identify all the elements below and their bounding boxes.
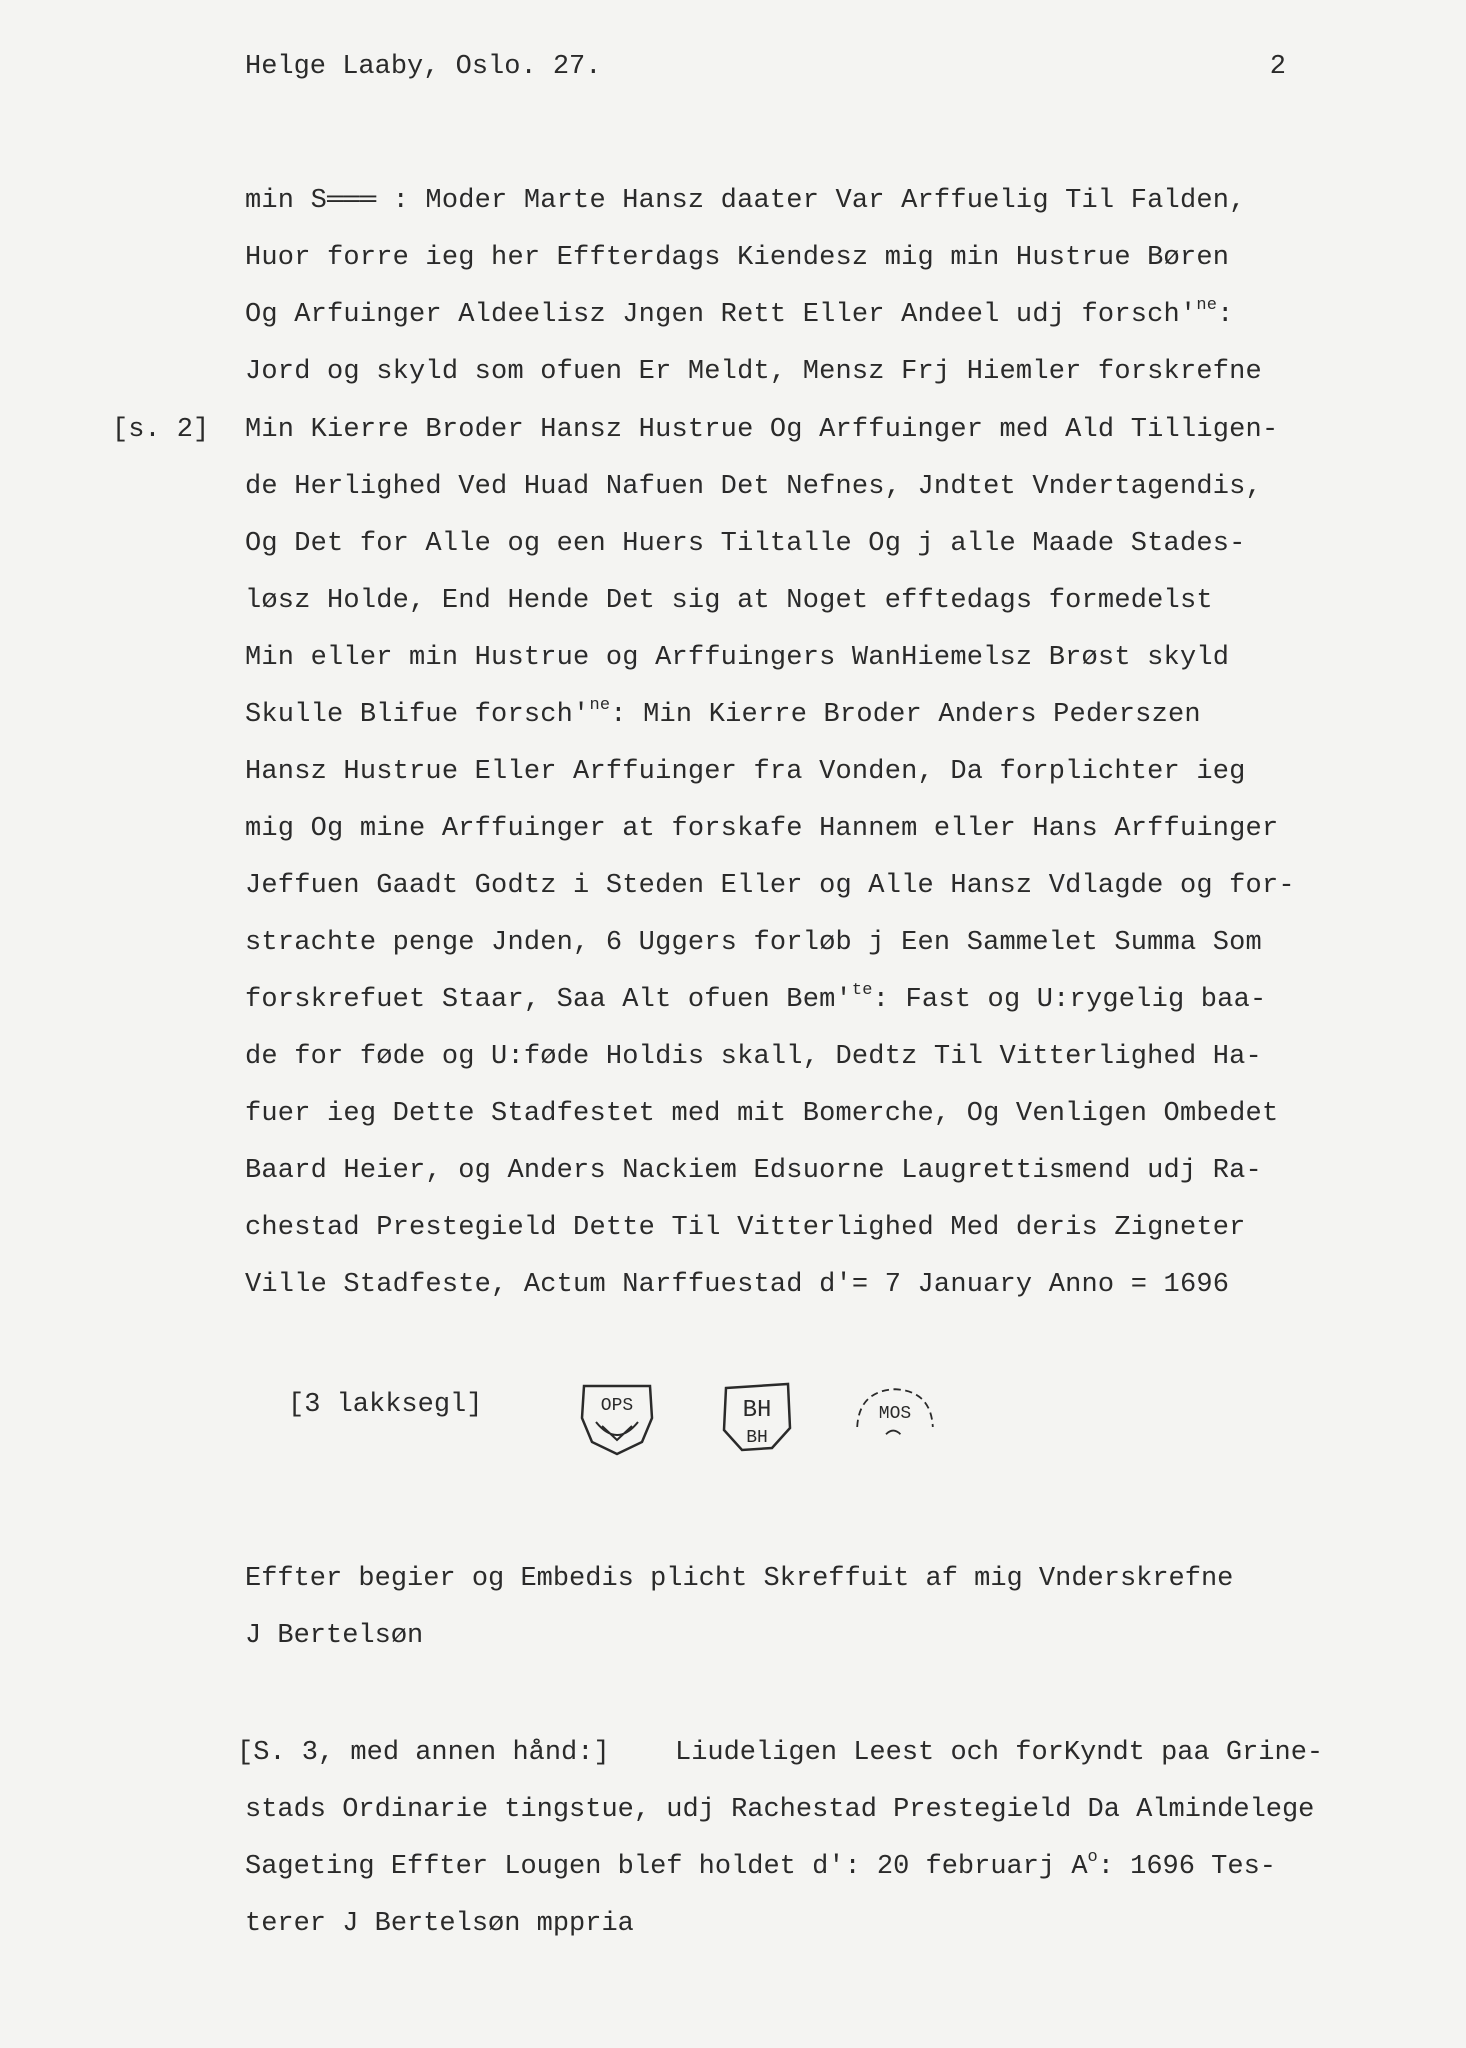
body-line: mig Og mine Arffuinger at forskafe Hannem eller Hans Arffuinger [245,814,1279,844]
body-line: Ville Stadfeste, Actum Narffuestad d'= 7 January Anno = 1696 [245,1270,1230,1300]
page-number: 2 [1269,52,1286,82]
body-line: løsz Holde, End Hende Det sig at Noget efftedags formedelst [245,586,1213,616]
svg-text:BH: BH [742,1397,772,1424]
body-line: de for føde og U:føde Holdis skall, Dedtz Til Vitterlighed Ha- [245,1042,1262,1072]
body-line: chestad Prestegield Dette Til Vitterlighed Med deris Zigneter [245,1213,1246,1243]
annotation-marker: [S. 3, med annen hånd:] [237,1738,610,1768]
body-line: strachte penge Jnden, 6 Uggers forløb j Een Sammelet Summa Som [245,928,1262,958]
seal-icon [850,1378,940,1458]
seal-icon [712,1378,802,1458]
body-line: de Herlighed Ved Huad Nafuen Det Nefnes, Jndtet Vndertagendis, [245,472,1262,502]
body-line: Huor forre ieg her Effterdags Kiendesz mig min Hustrue Børen [245,243,1230,273]
body-line: Min eller min Hustrue og Arffuingers WanHiemelsz Brøst skyld [245,643,1230,673]
signature-line: J Bertelsøn [245,1621,424,1651]
seal-icon [572,1378,662,1458]
annotation-text: Liudeligen Leest och forKyndt paa Grine- [675,1738,1324,1768]
body-line: forskrefuet Staar, Saa Alt ofuen $Bem'^{te}$: Fast og U:rygelig baa- [245,981,1267,1015]
header-author: Helge Laaby, Oslo. 27. [245,52,602,82]
seals-label: [3 lakksegl] [288,1390,483,1420]
annotation-text: terer J Bertelsøn mppria [245,1909,634,1939]
annotation-text: Sageting Effter Lougen blef holdet d': 20 februarj $A^o$: 1696 Tes- [245,1848,1276,1882]
body-line: fuer ieg Dette Stadfestet med mit Bomerche, Og Venligen Ombedet [245,1099,1279,1129]
margin-note: [s. 2] [112,415,210,445]
annotation-text: stads Ordinarie tingstue, udj Rachestad Prestegield Da Almindelege [245,1795,1315,1825]
body-line: min S═══ : Moder Marte Hansz daater Var Arffuelig Til Falden, [245,186,1246,216]
body-line: Og Det for Alle og een Huers Tiltalle Og j alle Maade Stades- [245,529,1246,559]
svg-text:OPS: OPS [600,1396,634,1416]
body-line: Og Arfuinger Aldeelisz Jngen Rett Eller Andeel udj $forsch'^{ne}$: [245,296,1234,330]
body-line: Baard Heier, og Anders Nackiem Edsuorne Laugrettismend udj Ra- [245,1156,1262,1186]
svg-text:BH: BH [746,1428,768,1448]
body-line: Min Kierre Broder Hansz Hustrue Og Arffuinger med Ald Tilligen- [245,415,1279,445]
svg-text:MOS: MOS [878,1404,912,1424]
body-line: Skulle Blifue $forsch'^{ne}$: Min Kierre Broder Anders Pederszen [245,696,1201,730]
body-line: Hansz Hustrue Eller Arffuinger fra Vonden, Da forplichter ieg [245,757,1246,787]
body-line: Jeffuen Gaadt Godtz i Steden Eller og Alle Hansz Vdlagde og for- [245,871,1295,901]
body-line: Jord og skyld som ofuen Er Meldt, Mensz Frj Hiemler forskrefne [245,357,1262,387]
closing-line: Effter begier og Embedis plicht Skreffuit af mig Vnderskrefne [245,1564,1234,1594]
